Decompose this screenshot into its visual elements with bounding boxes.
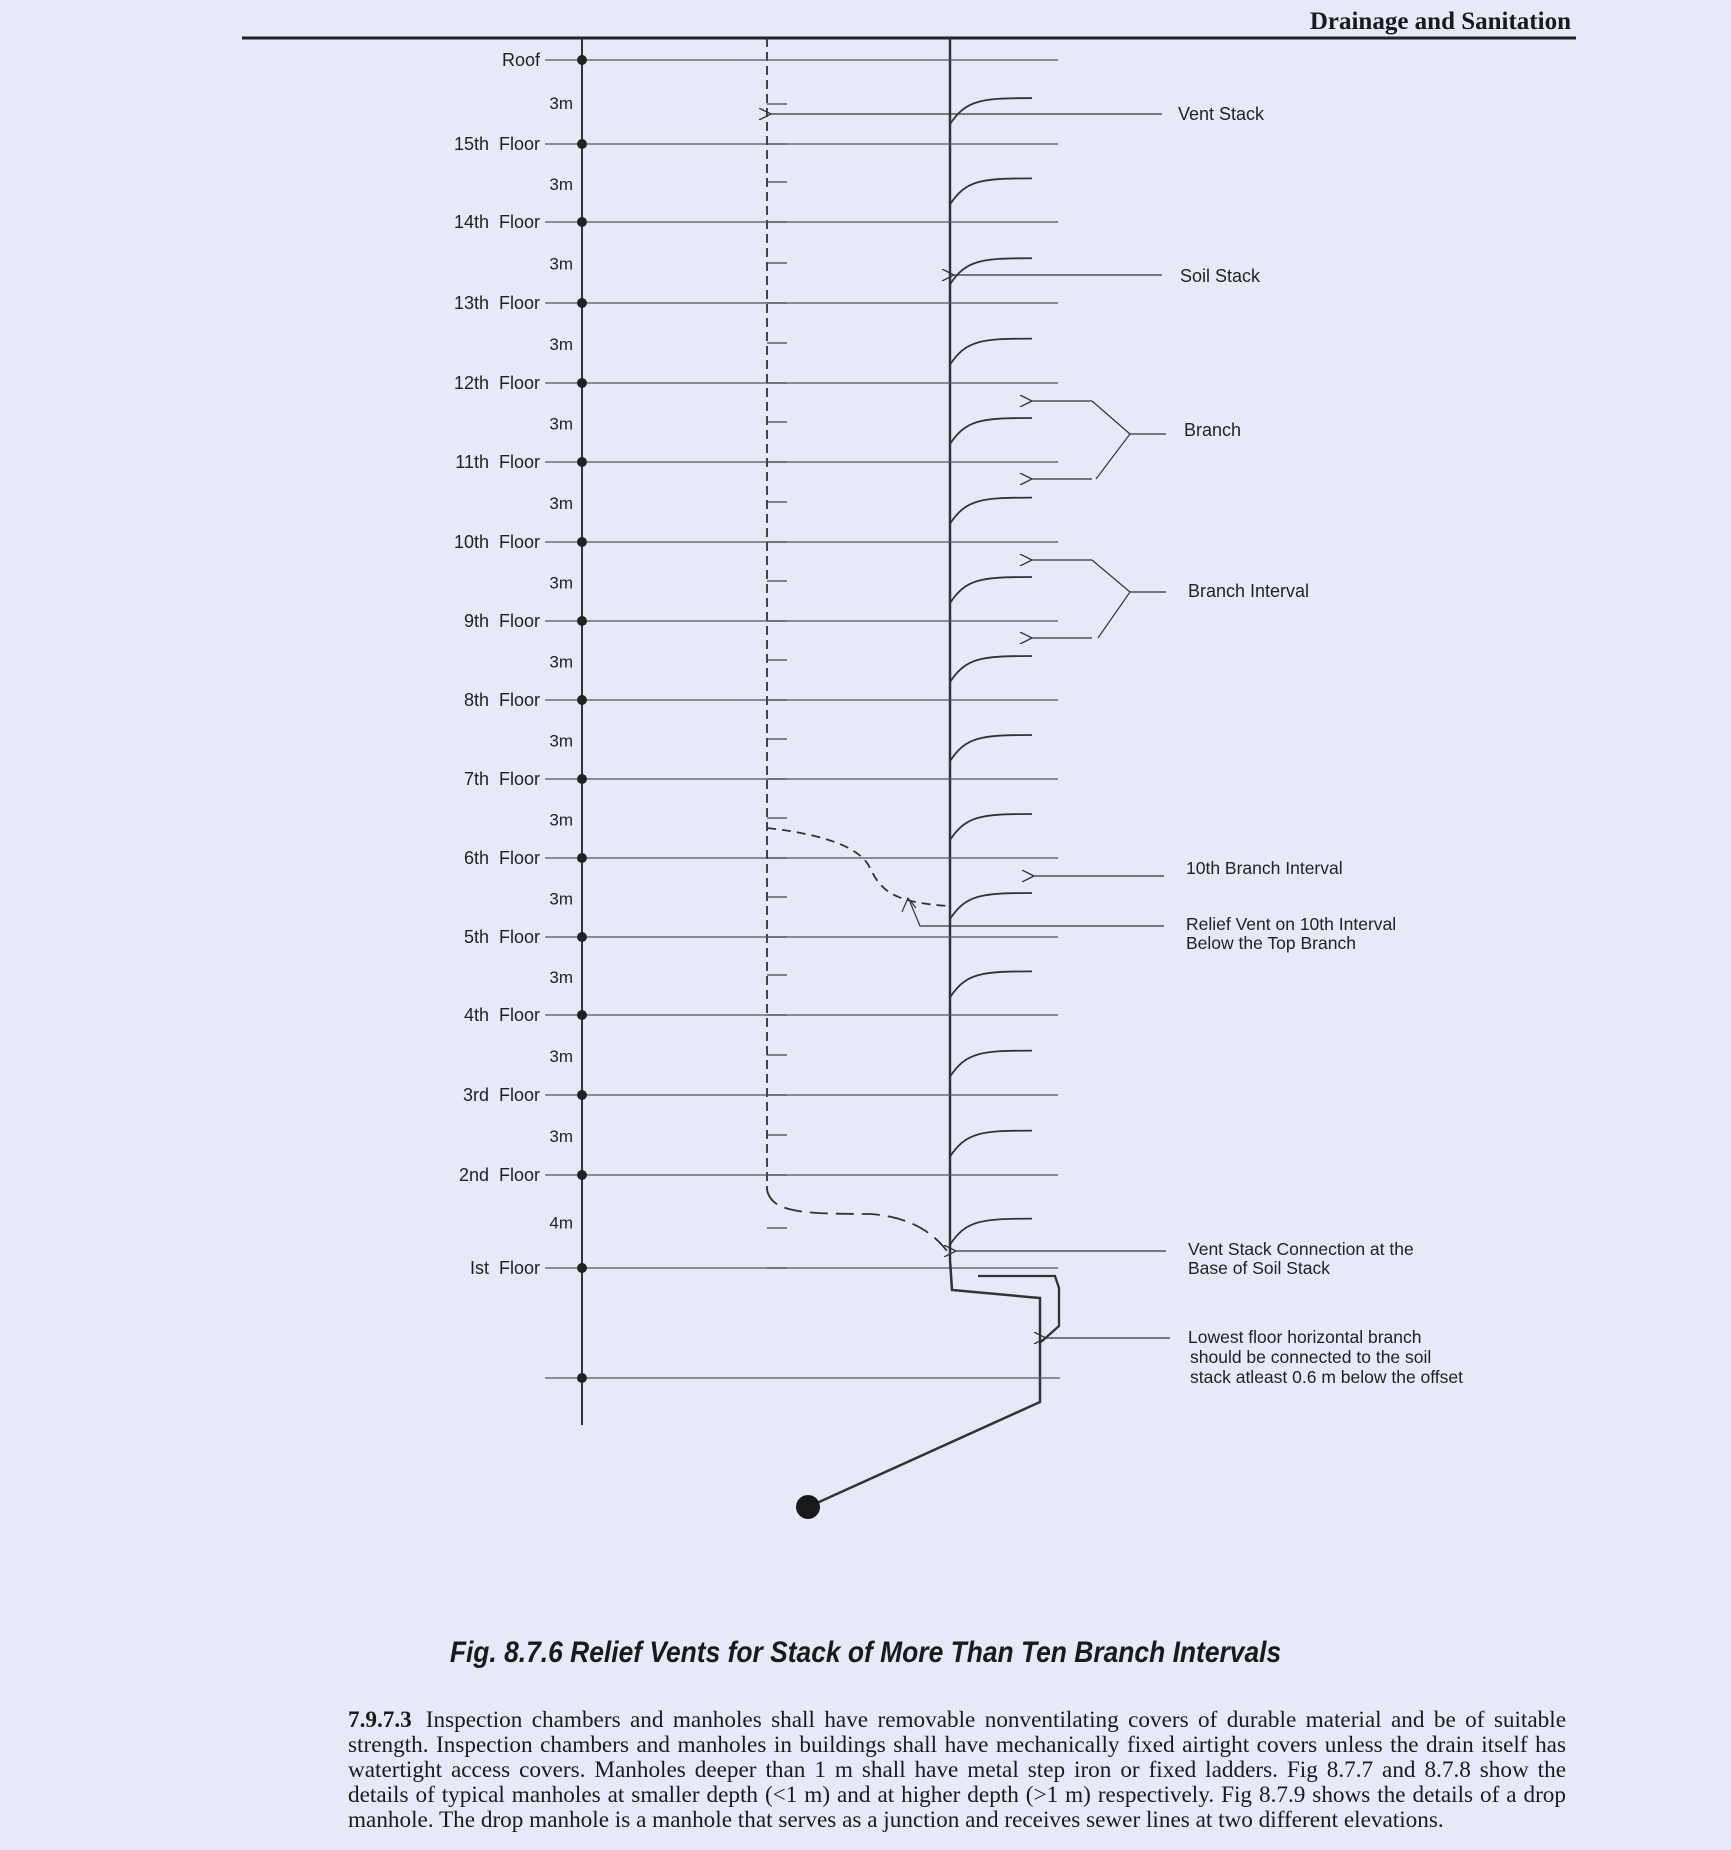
story-height-label: 3m <box>549 810 573 830</box>
vent-tick <box>767 182 787 222</box>
sewer-connection-dot <box>796 1495 820 1519</box>
vent-tick <box>767 263 787 303</box>
callout-vent-connection-line-1: Vent Stack Connection at the <box>1188 1239 1414 1259</box>
branch-pipe <box>950 656 1032 682</box>
story-height-label: 4m <box>549 1213 573 1233</box>
floor-dot <box>577 853 587 863</box>
callout-lowest-branch-line-3: stack atleast 0.6 m below the offset <box>1190 1367 1464 1387</box>
figure-caption: Fig. 8.7.6 Relief Vents for Stack of More Than Ten Branch Intervals <box>449 1636 1282 1669</box>
floor-dot <box>577 1090 587 1100</box>
story-height-label: 3m <box>549 652 573 672</box>
vent-tick <box>767 502 787 542</box>
soil-stack-offset <box>808 1260 1040 1507</box>
story-height-label: 3m <box>549 254 573 274</box>
floor-dot <box>577 1263 587 1273</box>
vent-tick <box>767 1135 787 1175</box>
callout-vent-stack <box>771 104 1265 124</box>
branch-pipe <box>950 339 1032 365</box>
floor-dot <box>577 217 587 227</box>
floor-label: 12th Floor <box>453 373 540 393</box>
floor-dot <box>577 55 587 65</box>
story-height-label: 3m <box>549 889 573 909</box>
branch-pipe <box>950 971 1032 997</box>
floor-label: 14th Floor <box>453 212 540 232</box>
floor-label: 5th Floor <box>463 927 540 947</box>
branch-pipe <box>950 814 1032 840</box>
vent-tick <box>767 422 787 462</box>
vent-tick <box>767 975 787 1015</box>
floor-dot <box>577 537 587 547</box>
callout-lowest-branch-line-2: should be connected to the soil <box>1190 1347 1432 1367</box>
relief-vent-pipe <box>767 828 950 906</box>
branch-pipe <box>950 98 1032 124</box>
callout-lowest-branch <box>1046 1327 1463 1387</box>
floor-dot-basement <box>577 1373 587 1383</box>
callout-relief-vent <box>902 898 1396 953</box>
floor-label: Ist Floor <box>469 1258 540 1278</box>
floor-label: 10th Floor <box>453 532 540 552</box>
vent-tick <box>767 343 787 383</box>
callout-branch-interval <box>1032 560 1309 638</box>
callout-vent-connection-line-2: Base of Soil Stack <box>1188 1258 1331 1278</box>
branch-pipe <box>950 1051 1032 1077</box>
floor-dot <box>577 1010 587 1020</box>
branch-pipe <box>950 418 1032 444</box>
story-height-label: 3m <box>549 1047 573 1066</box>
vent-tick <box>767 104 787 144</box>
vent-tick <box>767 897 787 937</box>
lowest-floor-branch <box>978 1276 1059 1342</box>
floor-label: 8th Floor <box>463 690 540 710</box>
vent-tick <box>767 660 787 700</box>
story-height-label: 3m <box>549 731 573 751</box>
vent-tick <box>767 739 787 779</box>
story-height-label: 3m <box>549 414 573 434</box>
callout-soil-stack <box>954 266 1261 286</box>
floor-dot <box>577 695 587 705</box>
floor-dot <box>577 139 587 149</box>
floor-dot <box>577 298 587 308</box>
story-height-label: 3m <box>549 175 573 194</box>
floor-label: 13th Floor <box>453 293 540 313</box>
callout-branch-interval-label: Branch Interval <box>1188 581 1310 601</box>
vent-tick <box>767 1228 787 1268</box>
body-paragraph <box>348 1708 1566 1833</box>
floor-dot <box>577 378 587 388</box>
vent-tick <box>767 1055 787 1095</box>
callout-soil-stack-label: Soil Stack <box>1180 266 1261 286</box>
branch-pipe <box>950 1219 1032 1245</box>
floor-label: 11th Floor <box>455 452 540 472</box>
callout-branch-label: Branch <box>1184 420 1242 440</box>
branch-pipe <box>950 893 1032 919</box>
callout-relief-vent-line-2: Below the Top Branch <box>1186 933 1356 953</box>
branch-pipe <box>950 1131 1032 1157</box>
callout-vent-connection <box>956 1239 1414 1278</box>
page-header-title: Drainage and Sanitation <box>1309 8 1571 35</box>
floor-dot <box>577 616 587 626</box>
floor-dot <box>577 774 587 784</box>
floor-dot <box>577 457 587 467</box>
callout-relief-vent-line-1: Relief Vent on 10th Interval <box>1186 914 1397 934</box>
story-height-label: 3m <box>549 335 573 354</box>
floor-label: Roof <box>501 50 540 70</box>
callout-tenth-branch-interval <box>1034 858 1343 878</box>
floor-dot <box>577 1170 587 1180</box>
vent-tick <box>767 818 787 858</box>
branch-pipe <box>950 577 1032 603</box>
floor-label: 6th Floor <box>463 848 540 868</box>
paragraph-number: 7.9.7.3 <box>348 1707 412 1733</box>
callout-tenth-branch-interval-label: 10th Branch Interval <box>1186 858 1343 878</box>
vent-stack-connection-pipe <box>767 1190 950 1255</box>
branch-pipe <box>950 498 1032 524</box>
floor-label: 7th Floor <box>463 769 540 789</box>
story-height-label: 3m <box>549 1127 573 1146</box>
vent-tick <box>767 581 787 621</box>
branch-pipe <box>950 735 1032 761</box>
story-height-label: 3m <box>549 94 573 113</box>
floor-label: 4th Floor <box>463 1005 540 1025</box>
callout-lowest-branch-line-1: Lowest floor horizontal branch <box>1188 1327 1422 1347</box>
story-height-label: 3m <box>549 573 573 593</box>
callout-branch <box>1032 401 1241 479</box>
branch-pipe <box>950 178 1032 204</box>
paragraph-text: Inspection chambers and manholes shall have removable nonventilating covers of durable material and be of suitable strength. Inspection chambers and manholes in buildings shall have mechanically fixed airtight covers unless the drain itself has watertight access covers. Manholes deeper than 1 m shall have metal step iron or fixed ladders. Fig 8.7.7 and 8.7.8 show the details of typical manholes at smaller depth (<1 m) and at higher depth (>1 m) respectively. Fig 8.7.9 shows the details of a drop manhole. The drop manhole is a manhole that serves as a junction and receives sewer lines at two different elevations. <box>348 1707 1566 1833</box>
floor-label: 3rd Floor <box>462 1085 540 1105</box>
floor-label: 15th Floor <box>453 134 540 154</box>
floor-label: 2nd Floor <box>458 1165 540 1185</box>
callout-vent-stack-label: Vent Stack <box>1178 104 1265 124</box>
floor-dot <box>577 932 587 942</box>
story-height-label: 3m <box>549 968 573 987</box>
floor-label: 9th Floor <box>463 611 540 631</box>
story-height-label: 3m <box>549 494 573 513</box>
branch-pipe <box>950 258 1032 284</box>
